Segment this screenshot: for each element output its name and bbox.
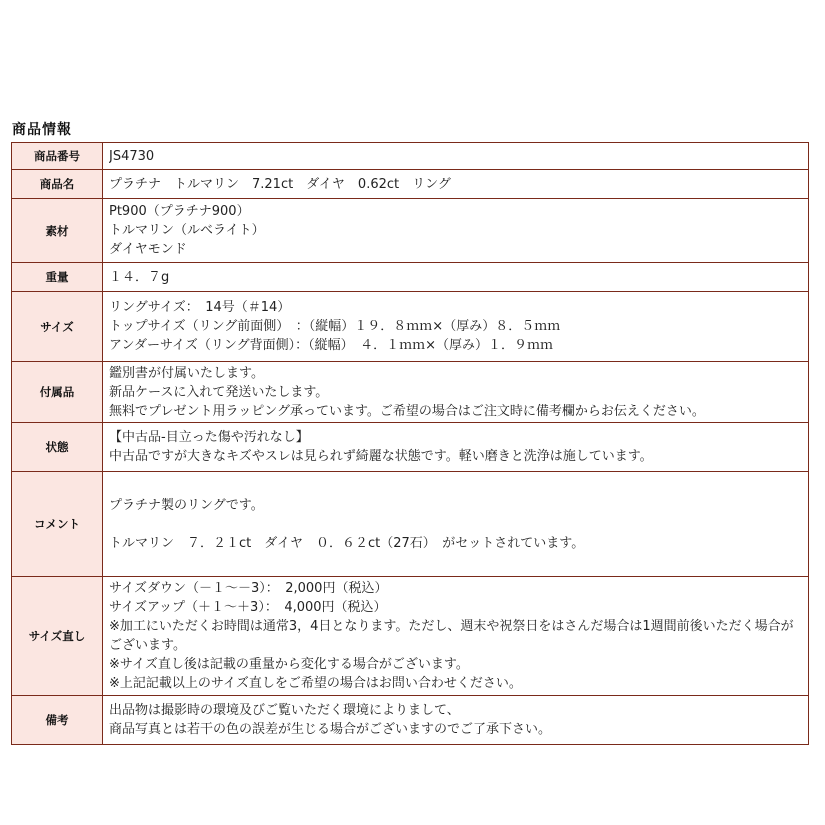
value-line: Pt900（プラチナ900）	[109, 204, 250, 219]
section-title: 商品情報	[12, 122, 72, 138]
value-line: 中古品ですが大きなキズやスレは見られず綺麗な状態です。軽い磨きと洗浄は施しています。	[109, 449, 653, 464]
value-line: トルマリン（ルベライト）	[109, 223, 265, 238]
row-value	[103, 362, 809, 423]
row-product-name	[12, 170, 809, 199]
value-line: リングサイズ： 14号（＃14）	[109, 300, 291, 315]
row-value	[103, 199, 809, 263]
row-label: 付属品	[12, 362, 103, 423]
row-label: 素材	[12, 199, 103, 263]
value-line: 鑑別書が付属いたします。	[109, 365, 264, 381]
value-line: 出品物は撮影時の環境及びご覧いただく環境によりまして、	[109, 703, 460, 718]
row-product-number	[12, 143, 809, 170]
row-label: 備考	[12, 696, 103, 745]
row-accessories	[12, 362, 809, 423]
row-value	[103, 170, 809, 199]
row-label: コメント	[12, 472, 103, 577]
row-label: サイズ直し	[12, 577, 103, 696]
row-label: 状態	[12, 423, 103, 472]
row-label: 商品番号	[12, 143, 103, 170]
row-value	[103, 472, 809, 577]
row-value	[103, 263, 809, 292]
value-line: ※サイズ直し後は記載の重量から変化する場合がございます。	[109, 657, 469, 672]
row-value	[103, 143, 809, 170]
value-line: トルマリン ７．２１ct ダイヤ ０．６２ct（27石） がセットされています。	[109, 535, 585, 551]
row-value	[103, 423, 809, 472]
spacer	[109, 515, 802, 534]
row-resizing	[12, 577, 809, 696]
value-line: サイズアップ（＋１～＋3）： 4,000円（税込）	[109, 600, 387, 615]
value-line: プラチナ トルマリン 7.21ct ダイヤ 0.62ct リング	[109, 176, 451, 192]
product-info-table	[11, 142, 809, 745]
row-comment	[12, 472, 809, 577]
value-line: プラチナ製のリングです。	[109, 497, 264, 513]
value-line: ※加工にいただくお時間は通常3，4日となります。ただし、週末や祝祭日をはさんだ場合は1週間前後いただく場合がございます。	[109, 619, 794, 653]
value-line: 無料でプレゼント用ラッピング承っています。ご希望の場合はご注文時に備考欄からお伝えください。	[109, 403, 705, 419]
row-material	[12, 199, 809, 263]
row-label: 商品名	[12, 170, 103, 199]
row-value	[103, 577, 809, 696]
row-condition	[12, 423, 809, 472]
row-weight	[12, 263, 809, 292]
value-line: ダイヤモンド	[109, 242, 187, 257]
value-line: トップサイズ（リング前面側） ：（縦幅）１９．８ｍｍ×（厚み）８．５ｍｍ	[109, 319, 561, 334]
row-value	[103, 292, 809, 362]
row-size	[12, 292, 809, 362]
value-line: 商品写真とは若干の色の誤差が生じる場合がございますのでご了承下さい。	[109, 722, 552, 737]
row-value	[103, 696, 809, 745]
value-line: ※上記記載以上のサイズ直しをご希望の場合はお問い合わせください。	[109, 676, 522, 691]
value-line: 新品ケースに入れて発送いたします。	[109, 384, 329, 400]
value-line: JS4730	[109, 148, 155, 164]
row-label: 重量	[12, 263, 103, 292]
value-line: １４．７g	[109, 269, 170, 285]
value-line: アンダーサイズ（リング背面側）：（縦幅） ４．１ｍｍ×（厚み）１．９ｍｍ	[109, 338, 554, 353]
value-line: サイズダウン（－１～－3）： 2,000円（税込）	[109, 581, 388, 596]
value-line: 【中古品-目立った傷や汚れなし】	[109, 430, 309, 445]
row-label: サイズ	[12, 292, 103, 362]
row-notes	[12, 696, 809, 745]
